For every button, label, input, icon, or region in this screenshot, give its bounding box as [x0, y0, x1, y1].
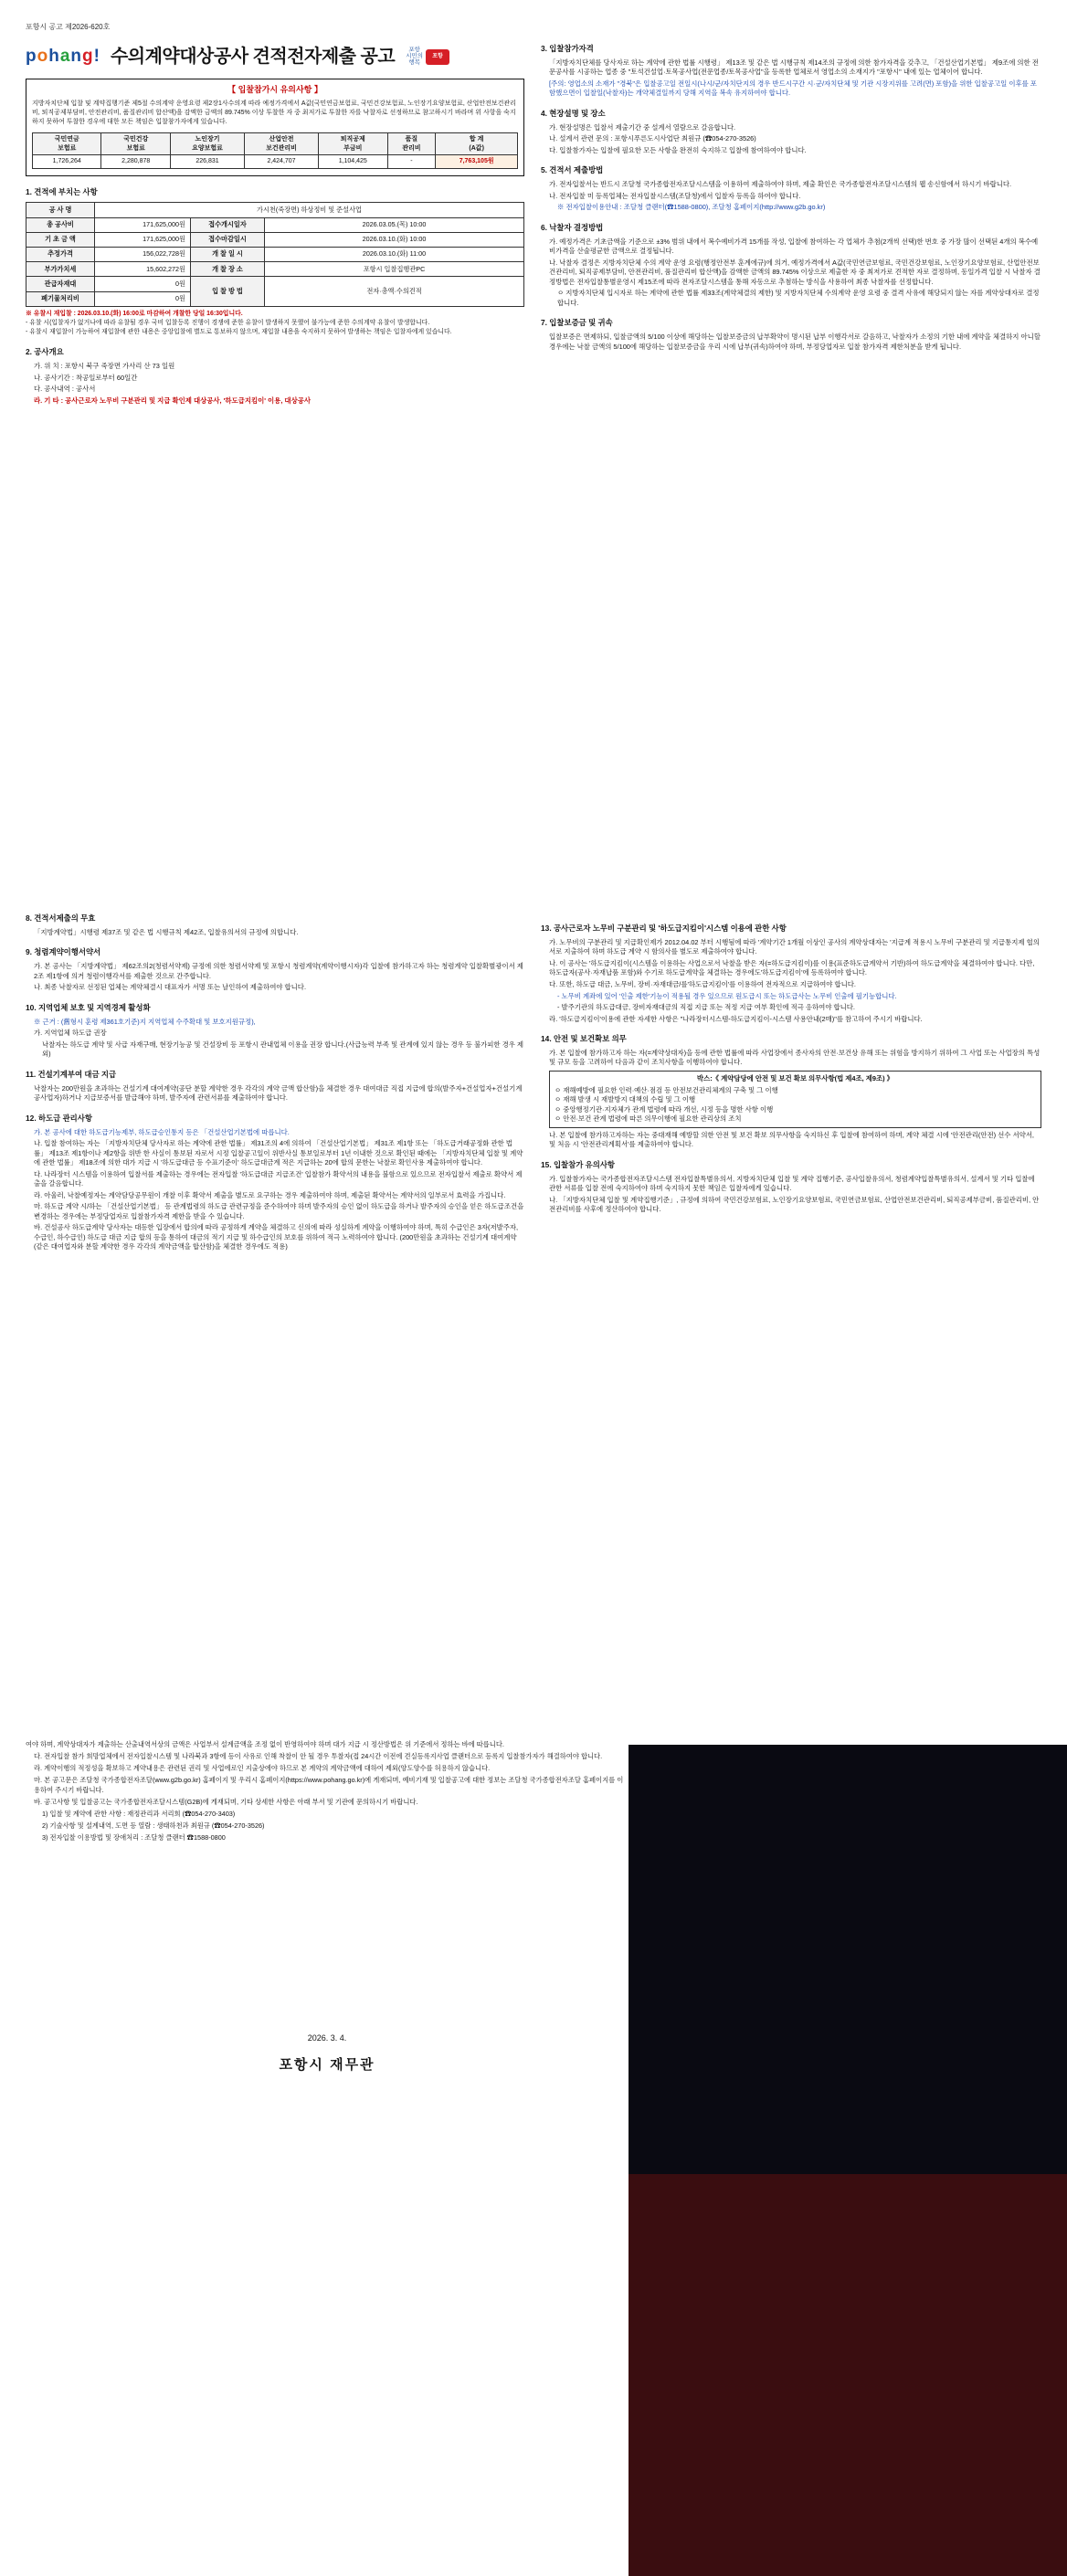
logo-letter-g: g — [82, 46, 93, 66]
notice-body — [32, 100, 518, 127]
s12-item-1: 나. 입찰 참여하는 자는 「지방자치단체 당사자로 하는 계약에 관한 법률」 제31조의 4에 의하여 「건설산업기본법」 제31조 제1항 또는 「하도급거래공정화 관한 법률」 제13조 제1항이나 제2항을 위반 한 사실이 통보된 자로서 시정 입찰공고일이 위반사실 통보일로부터 1년 이내한 것으로 확인된 때에는 「지방자치단체 입찰 및 계약에 관한 법률」 제18조에 의한 대가 지급 시 '하도급대금 등 수표기준이' 하도급대금계 적은 지급하는 20에 합의 문한는 낙찰로 확인사용 제출하여야 합니다. — [34, 1139, 523, 1167]
td-open-date-label: 개 찰 일 시 — [191, 247, 265, 261]
safety-duty-item-2: ㅇ 중앙행정기관·지자체가 관계 법령에 따라 개선, 시정 등을 명한 사항 이행 — [555, 1104, 774, 1114]
emblem-slogan: 포항 시민의 행복 — [406, 46, 424, 66]
s14-item-0: 가. 본 입찰에 참가하고자 하는 자(=계약상대자)을 등에 관한 법률에 따라 사업장에서 종사자의 안전·보건상 유해 또는 위험을 방지하기 위하여 그 사업 또는 사업장의 특성 및 규모 등을 고려하여 다음과 같이 조치사항을 이행하여야 합니다. — [549, 1048, 1041, 1067]
section-14-title: 14. 안전 및 보건확보 의무 — [541, 1034, 627, 1044]
document-number: 포항시 공고 제2026-620호 — [26, 23, 111, 31]
s11-item-0: 낙찰자는 200만원을 초과하는 건설기계 대여계약(공단 분할 계약한 경우 각각의 계약 금액 합산함)을 체결한 경우 대여대금 직접 지급에 합의(발주자+건설업자+건설기계공사업자)하거나 지급보증서를 발급해야 하며, 발주자에 관련서류를 제출하여야 합니다. — [34, 1083, 523, 1103]
th-total-cost: 총 공사비 — [26, 217, 95, 232]
s5-item-0: 가. 전자입찰서는 반드시 조달청 국가종합전자조달시스템을 이용하여 제출하여야 하며, 제출 확인은 국가종합전자조달시스템의 웹 송신함에서 하시기 바랍니다. — [549, 180, 1012, 189]
section-4-title: 4. 현장설명 및 장소 — [541, 108, 606, 118]
td-gov-material: 0원 — [95, 277, 191, 291]
s13-item-5: 라. '하도급지킴이'이용에 관한 자세한 사항은 "나라장터시스템-하도급지킴이-시스템 사용안내(2매)"를 참고하여 주시기 바랍니다. — [549, 1014, 923, 1023]
issuing-authority: 포항시 재무관 — [279, 2056, 375, 2073]
section-12-title: 12. 하도급 관리사항 — [26, 1113, 92, 1123]
s6-item-2: ㅇ 지방자치단체 입시자로 하는 계약에 관한 법률 제33조(계약체결의 제한) 및 지방자치단체 수의계약 운영 요령 중 결격 사유에 해당되지 않는 자를 계약상대자로 결정합니다. — [557, 289, 1040, 307]
table-header-row — [33, 132, 518, 155]
emblem-badge: 포항 — [426, 49, 449, 65]
safety-duty-item-0: ㅇ 재해예방에 필요한 인력·예산·점검 등 안전보건관리체계의 구축 및 그 이행 — [555, 1085, 778, 1094]
th-safety-mgmt: 산업안전 보건관리비 — [245, 132, 319, 155]
s13-item-4: - 발주기관의 하도급대금, 장비자재대금의 직접 지급 또는 적정 지급 여부 확인에 적극 응하여야 합니다. — [557, 1003, 855, 1012]
section-3-title: 3. 입찰참가자격 — [541, 44, 594, 53]
td-open-place-value: 포항시 입찰집행관PC — [265, 262, 524, 277]
td-quality-mgmt: - — [387, 155, 436, 169]
s12-item-2: 다. 나라장터 시스템을 이용하여 입찰서를 제출하는 경우에는 전자입찰 '하도급대금 지급조건' 입찰참가 확약서의 내용을 불함으로 있으므로 전자입찰서 제출로 확약서 제출을 갈음합니다. — [34, 1169, 523, 1188]
td-retirement-fund: 1,104,425 — [319, 155, 387, 169]
maroon-block — [629, 2174, 1067, 2576]
section-7-title: 7. 입찰보증금 및 귀속 — [541, 318, 613, 328]
th-vat: 부가가치세 — [26, 262, 95, 277]
safety-duty-box — [549, 1071, 1041, 1128]
s5-item-1: 나. 전자입찰 미 등록업체는 전자입찰시스템(조달청)에서 입찰자 등록을 하여야 합니다. — [549, 191, 801, 200]
td-receipt-end-value: 2026.03.10.(화) 10:00 — [265, 232, 524, 247]
s3-item-1: [주의: 영업소의 소재가 "경북"은 입찰공고일 전일시(나시/군/자치단지의 경우 반드시구간 시·군/자치단체 및 기관 시장지위를 고려(면) 포함)을 위한 입찰공고일 이후를 포함했으면이 입찰일(낙찰자)는 개약체결일까지 당해 지역을 복속 유지하여야 합니다. — [549, 79, 1037, 98]
footer-contact-1: 2) 기술사항 및 설계내역, 도면 등 열람 : 생태하천과 최원규 (☎054-270-3526) — [42, 1821, 265, 1830]
s4-item-0: 가. 현장설명은 입찰서 제출기간 중 설계서 열람으로 갈음합니다. — [549, 122, 736, 132]
footer-contact-0: 1) 입찰 및 계약에 관한 사항 : 재정관리과 서리희 (☎054-270-3403) — [42, 1809, 236, 1818]
s9-item-1: 나. 최종 낙찰자로 선정된 업체는 계약체결시 대표자가 서명 또는 날인하여 제출하여야 합니다. — [34, 983, 306, 992]
s5-item-2[interactable]: ※ 전자입찰이용안내 : 조달청 클랜터(☎1588-0800), 조달청 홈페이지(http://www.g2b.go.kr) — [557, 203, 826, 212]
left-column — [26, 44, 524, 407]
s13-item-2: 다. 또한, 하도급 대금, 노무비, 장비·자재대금/를'하도급지킴이'를 이용하여 전자적으로 지급하여야 합니다. — [549, 979, 856, 988]
logo-letter-a: a — [59, 46, 70, 66]
section-11-title: 11. 건설기계부여 대금 지급 — [26, 1069, 117, 1079]
title-row — [26, 44, 524, 69]
s2-item-0: 가. 위 치 : 포항시 북구 죽장면 가사리 산 73 일원 — [34, 362, 175, 371]
note-rebid: ※ 유찰시 재입찰 : 2026.03.10.(화) 16:00로 마감하여 개찰한 당일 16:30입니다. — [26, 310, 243, 317]
section-6-title: 6. 낙찰자 결정방법 — [541, 222, 604, 232]
section-9-title: 9. 청렴계약이행서약서 — [26, 947, 101, 957]
s12-item-5: 바. 건설공사 하도급계약 당사자는 대등한 입장에서 합의에 따라 공정하게 계약을 체결하고 신의에 따라 성실하게 계약을 이행하여야 하며, 특히 수급인은 3자(저발주자, 수급인, 하수급인) 하도급 대금 지급 합의 등을 통하여 대금의 적기 지급 및 하수급인의 보호를 위하여 적극 노력하여야 합니다. (200만원을 초과하는 건설기계 대여계약(같은 대여업자와 분할 계약한 경우 각각의 계약금액을 합산함)을 체결한 경우에도 적용) — [34, 1223, 519, 1251]
notice-line: 지방자치단체 입찰 및 계약집행기준 제5절 수의계약 운영요령 제2장1사수의계 따라 예정가격에서 A값(국민연금보험료, 국민건강보험료, 노인장기요양보험료, 산업안전보건관리비, 퇴직공제부담비, 안전관리비, 품질관리비 합산액)을 감액한 금액의 89.745% 이상 투찰한 자 중 최저가로 투찰한 자를 낙찰자로 선정하므로 참고하시기 바라며 위 사항을 숙지하지 못하여 투찰한 경우에 대한 모든 책임은 입찰참가자에게 있습니다. — [32, 100, 516, 126]
notice-box — [26, 79, 524, 176]
td-estimated-price: 156,022,728원 — [95, 247, 191, 261]
logo-letter-p: p — [26, 46, 37, 66]
bid-details-table — [26, 202, 524, 307]
th-retirement-fund: 퇴직공제 부금비 — [319, 132, 387, 155]
th-gov-material: 관급자재대 — [26, 277, 95, 291]
footer-line-2: 라. 계약이행의 적정성을 확보하고 계약내용은 관련된 권리 및 사업에로인 지출상에야 하므로 본 계약의 계약금액에 대하여 제외(양도양수를 허용하지 않습니다. — [34, 1763, 491, 1772]
s4-item-2: 다. 입찰참가자는 입찰에 필요한 모든 사항을 완전히 숙지하고 입찰에 참여하여야 합니다. — [549, 145, 807, 154]
s15-item-0: 가. 입찰참가자는 국가종합전자조달시스템 전자입찰특별유의서, 지방자치단체 입찰 및 계약 집행기준, 공사입찰유의서, 청렴계약입찰특별유의서, 설계서 및 기타 입찰에 관한 서류를 입찰 전에 숙지하여야 하며 숙지하지 못한 책임은 입찰자에게 있습니다. — [549, 1174, 1035, 1193]
logo-letter-n: n — [70, 46, 82, 66]
th-waste-disposal: 폐기물처리비 — [26, 291, 95, 306]
section-1-notes — [26, 310, 524, 337]
s10-item-0: ※ 근거 : (舊형시 훈령 제361호기준)지 지역업체 수주확대 및 보호지원규정), — [34, 1017, 256, 1026]
logo-letter-h: h — [48, 46, 59, 66]
td-open-date-value: 2026.03.10.(화) 11:00 — [265, 247, 524, 261]
td-longterm-care: 226,831 — [170, 155, 244, 169]
td-receipt-end-label: 접수마감일시 — [191, 232, 265, 247]
s14-item-6: 나. 본 입찰에 참가하고자하는 자는 중대재해 예방할 의한 안전 및 보건 확보 의무사항을 숙지하신 후 입찰에 참여하여 하며, 계약 체결 시에 '안전관리(안전) 선수 서약서, 및 처음 시 '안전관리계획서'를 제출하여야 합니다. — [549, 1130, 1034, 1149]
signature-block — [26, 2032, 629, 2075]
th-national-pension: 국민연금 보험료 — [33, 132, 101, 155]
th-construction-name: 공 사 명 — [26, 203, 95, 217]
footer-notes — [26, 1740, 629, 1844]
table-row — [26, 217, 524, 232]
section-2-title: 2. 공사개요 — [26, 347, 64, 357]
notice-title: 【 입찰참가시 유의사항 】 — [227, 85, 322, 95]
footer-line-4: 바. 공고사항 및 입찰공고는 국가종합전자조달시스템(G2B)에 게재되며, 기타 상세한 사항은 아래 부서 및 기관에 문의하시기 바랍니다. — [34, 1797, 418, 1806]
s6-item-1: 나. 낙찰자 결정은 지방자치단체 수의 계약 운영 요령(행정안전부 훈계에규)에 의거, 예정가격에서 A값(국민연금보험료, 국민건강보험료, 노인장기요양보험료, 산업안전보건관리비, 퇴직공제부담비, 안전관리비, 품질관리비 합산액)을 감액한 금액의 89.745% 이상으로 제출한 자 중 최저가로 견적한 자로 결정하며, 동일가격 입찰 시 낙찰자 결정방법은 전자입찰통별운영시 제15조에 따라 전자조달시스템을 통해 자동으로 추첨하는 방식을 사용하여 최종 낙찰자를 선정합니다. — [549, 258, 1041, 286]
td-total-a: 7,763,105원 — [436, 155, 518, 169]
td-receipt-start-label: 접수개시일자 — [191, 217, 265, 232]
s10-item-1: 가. 지역업체 하도급 권장 — [34, 1029, 107, 1038]
td-safety-mgmt: 2,424,707 — [245, 155, 319, 169]
left-column-2 — [26, 913, 524, 1254]
s15-item-1: 나. 「지방자치단체 입찰 및 계약집행기준」, 규정에 의하여 국민건강보험료, 노인장기요양보험료, 국민연금보험료, 산업안전보건관리비, 퇴직공제부금비, 품질관리비, 안전관리비를 사후에 정산하여야 합니다. — [549, 1195, 1040, 1214]
th-total-a: 합 계 (A값) — [436, 132, 518, 155]
s3-item-0: 「지방자치단체를 당사자로 하는 계약에 관한 법률 시행령」 제13조 및 같은 법 시행규칙 제14조의 규정에 의한 참가자격을 갖추고, 「건설산업기본법」 제9조에 의한 전문공사를 시공하는 업종 중 "토석건설업·토목공사업(전문업종/토목공사업"을 등록한 업체로서 영업소의 소재지가 "포항시" 내에 있는 업체이어 합니다. — [549, 58, 1039, 77]
td-waste-disposal: 0원 — [95, 291, 191, 306]
city-emblem — [406, 48, 449, 66]
s2-item-3: 라. 기 타 : 공사근로자 노무비 구분관리 및 지급 확인제 대상공사, '하도급지킴이' 이용, 대상공사 — [34, 396, 311, 405]
section-10-title: 10. 지역업체 보호 및 지역경제 활성화 — [26, 1002, 151, 1012]
s9-item-0: 가. 본 공사는 「지방계약법」 제62조의2(청렴서약제) 규정에 의한 청렴서약제 및 포항시 청렴계약(계약이행시자)각 입찰에 참가하고자 하는 청렴계약 입찰확별광이서 제2조 제1항에 의거 청렴이행각서를 제출한 것으로 간주합니다. — [34, 962, 523, 980]
td-health-insurance: 2,280,878 — [101, 155, 170, 169]
td-bid-method-value: 전자·총액·수의견적 — [265, 277, 524, 306]
td-construction-name: 가시천(죽장면) 하상정비 및 준설사업 — [95, 203, 524, 217]
safety-duty-item-1: ㅇ 재해 발생 시 재발방지 대책의 수립 및 그 이행 — [555, 1095, 696, 1104]
lower-page-sheet — [0, 1745, 629, 2576]
td-national-pension: 1,726,264 — [33, 155, 101, 169]
pohang-logo — [26, 45, 100, 69]
td-total-cost: 171,625,000원 — [95, 217, 191, 232]
table-row — [26, 247, 524, 261]
th-longterm-care: 노인장기 요양보험료 — [170, 132, 244, 155]
td-bid-method-label: 입 찰 방 법 — [191, 277, 265, 306]
s13-item-3: - 노무비 계좌에 있어 '인출 제한'기능이 적용될 경우 있으므로 원도급시 또는 하도급사는 노무비 인출에 필기능합니다. — [557, 991, 897, 1000]
logo-letter-excl: ! — [93, 46, 100, 66]
right-column-2 — [541, 913, 1041, 1217]
th-quality-mgmt: 품질 관리비 — [387, 132, 436, 155]
note-fail-2: - 유찰시 재입찰이 가능하여 재입찰에 관한 내용은 중앙입찰에 별도로 통보하지 않으며, 재입찰 내용을 숙지하지 못하여 발생하는 책임은 입찰자에게 있습니다. — [26, 329, 452, 336]
footer-line-0: 여야 하며, 계약상대자가 제출하는 산출내역서상의 금액은 사업부서 설계금액을 조정 없이 반영하여야 하며 대가 지급 시 정산방법은 위 기준에서 정하는 바에 따릅니다. — [26, 1740, 504, 1748]
th-estimated-price: 추정가격 — [26, 247, 95, 261]
footer-line-1: 다. 전자입찰 참가 희망업체에서 전자입찰시스템 및 나라북과 3항에 등이 사유로 인해 착찰이 안 될 경우 투찰자(접 24시간 이전에 견실등록지사업 클랜터으로 등록지 입찰참가자가 해결하여야 합니다. — [34, 1751, 603, 1760]
safety-duty-box-title: 박스:《 계약담당에 안전 및 보건 확보 의무사항(법 제4조, 제9조) 》 — [696, 1074, 894, 1082]
footer-line-3: 마. 본 공고문은 조달청 국가종합전자조달(www.g2b.go.kr) 홈페이지 및 우리시 홈페이지(https://www.pohang.go.kr)에 게재되며, 예비기재 및 입찰공고에 대한 정보는 조달청 국가종합전자조달 홈페이지를 이용하여 주시기 바랍니다. — [34, 1775, 624, 1794]
th-base-amount: 기 초 금 액 — [26, 232, 95, 247]
section-13-title: 13. 공사근로자 노무비 구분관리 및 '하도급지킴이'시스템 이용에 관한 사항 — [541, 924, 787, 933]
s13-item-0: 가. 노무비의 구분관리 및 지급확인제가 2012.04.02 부터 시행됨에 따라 '계약기간 1개월 이상인 공사의 계약상대자는 '지급계 적용시 노무비 구분관리 및 지급통지제 협의서로 지출하여 하며 하도급 계약 시 함의사를 별도로 제출하여야 합니다. — [549, 937, 1040, 956]
table-row — [26, 262, 524, 277]
table-row — [26, 277, 524, 291]
s2-item-2: 다. 공사내역 : 공사서 — [34, 385, 96, 394]
th-health-insurance: 국민건강 보험료 — [101, 132, 170, 155]
table-row — [26, 203, 524, 217]
section-8-title: 8. 견적서제출의 무효 — [26, 913, 96, 923]
footer-contact-2: 3) 전자입찰 이용방법 및 장애처리 : 조달청 클랜터 ☎1588-0800 — [42, 1832, 226, 1842]
a-value-table — [32, 132, 518, 170]
s13-item-1: 나. 이 공사는 '하도급지킴이(시스템을 이용하는 사업으로서 낙찰을 받은 자(=하도급지킴이)를 이용(표준하도급계약서 기반)하여 하도급계약을 체결하여야 합니다. 다만, 하도급자(공사·자재납품 포함)와 수기로 하도급계약을 체결하는 경우에도'하도급지킴이'에 등록하여야 합니다. — [549, 958, 1035, 977]
s6-item-0: 가. 예정가격은 기초금액을 기준으로 ±3% 범위 내에서 복수예비가격 15개를 작성, 입찰에 참여하는 각 업체가 추첨(2개씩 선택)한 번호 중 가장 많이 선택된 4개의 복수예비가격을 산술평균한 금액으로 결정됩니다. — [549, 237, 1039, 256]
td-base-amount: 171,625,000원 — [95, 232, 191, 247]
note-fail-1: - 유찰 시(입찰자가 없거나에 따라 유찰될 경우 국비 입찰등록 진행이 경쟁에 준한 유찰이 발생하지 못했어 불가능에 준한 수의계약 유찰이 발생합니다. — [26, 320, 430, 327]
table-row — [33, 155, 518, 169]
safety-duty-item-3: ㅇ 안전·보건 관계 법령에 따른 의무이행에 필요한 관리상의 조치 — [555, 1114, 742, 1124]
section-1-title: 1. 견적에 부치는 사항 — [26, 187, 98, 197]
s8-item-0: 「지방계약법」시행령 제37조 및 같은 법 시행규칙 제42조, 입찰유의서의 규정에 의합니다. — [34, 927, 299, 936]
td-open-place-label: 개 찰 장 소 — [191, 262, 265, 277]
logo-letter-o: o — [37, 46, 48, 66]
s12-item-4: 마. 하도급 계약 시/하는 「건설산업기본법」 등 관계법령의 하도급 관련규정을 준수하여야 하며 발주자의 승인 없이 하도급을 하거나 발주자의 승인을 얻은 하도급조건을 변경하는 경우에는 부정당업자로 입찰참가자격 제한을 받을 수 있습니다. — [34, 1202, 524, 1220]
issue-date: 2026. 3. 4. — [307, 2033, 347, 2043]
s12-item-0: 가. 본 공사에 대한 하도급기능제부, 하도급승인통지 등은 「건설산업기본법에 따릅니다. — [34, 1127, 290, 1136]
s10-item-2: 낙찰자는 하도급 계약 및 사급 자재구매, 현장기능공 및 건설장비 등 포항시 관내업체 이용을 권장 합니다.(사급능력 부족 및 관계에 있지 않는 경우 등 불가피한 경우 제외) — [42, 1040, 524, 1059]
right-column — [541, 44, 1041, 354]
td-receipt-start-value: 2026.03.05.(목) 10:00 — [265, 217, 524, 232]
s7-item-0: 입찰보증은 면제하되, 입찰금액의 5/100 이상에 해당하는 입찰보증금의 납부확약이 명시된 납부 이행각서로 갈음하고, 낙찰자가 소정의 기한 내에 계약을 체결하지 아니할 경우에는 낙찰 금액의 5/100에 해당하는 입찰보증금을 우리 시에 납부(귀속)하여야 하며, 부정당업자로 입찰 참가자격 제한처분을 받게 됩니다. — [549, 333, 1041, 351]
table-row — [26, 232, 524, 247]
td-vat: 15,602,272원 — [95, 262, 191, 277]
s2-item-1: 나. 공사기간 : 착공일로부터 60일간 — [34, 373, 138, 382]
section-5-title: 5. 견적서 제출방법 — [541, 165, 604, 175]
section-15-title: 15. 입찰참가 유의사항 — [541, 1159, 616, 1169]
s4-item-1: 나. 설계서 관련 문의 : 포항시푸른도시사업단 최원규 (☎054-270-3526) — [549, 134, 756, 143]
s12-item-3: 라. 아울러, 낙찰예정자는 계약담당공무원이 개찰 이후 확약서 제출을 별도로 요구하는 경우 제출하여야 하며, 제출된 확약서는 계약서의 일부로서 효력을 가집니다. — [34, 1190, 506, 1199]
page-title: 수의계약대상공사 견적전자제출 공고 — [110, 47, 396, 67]
